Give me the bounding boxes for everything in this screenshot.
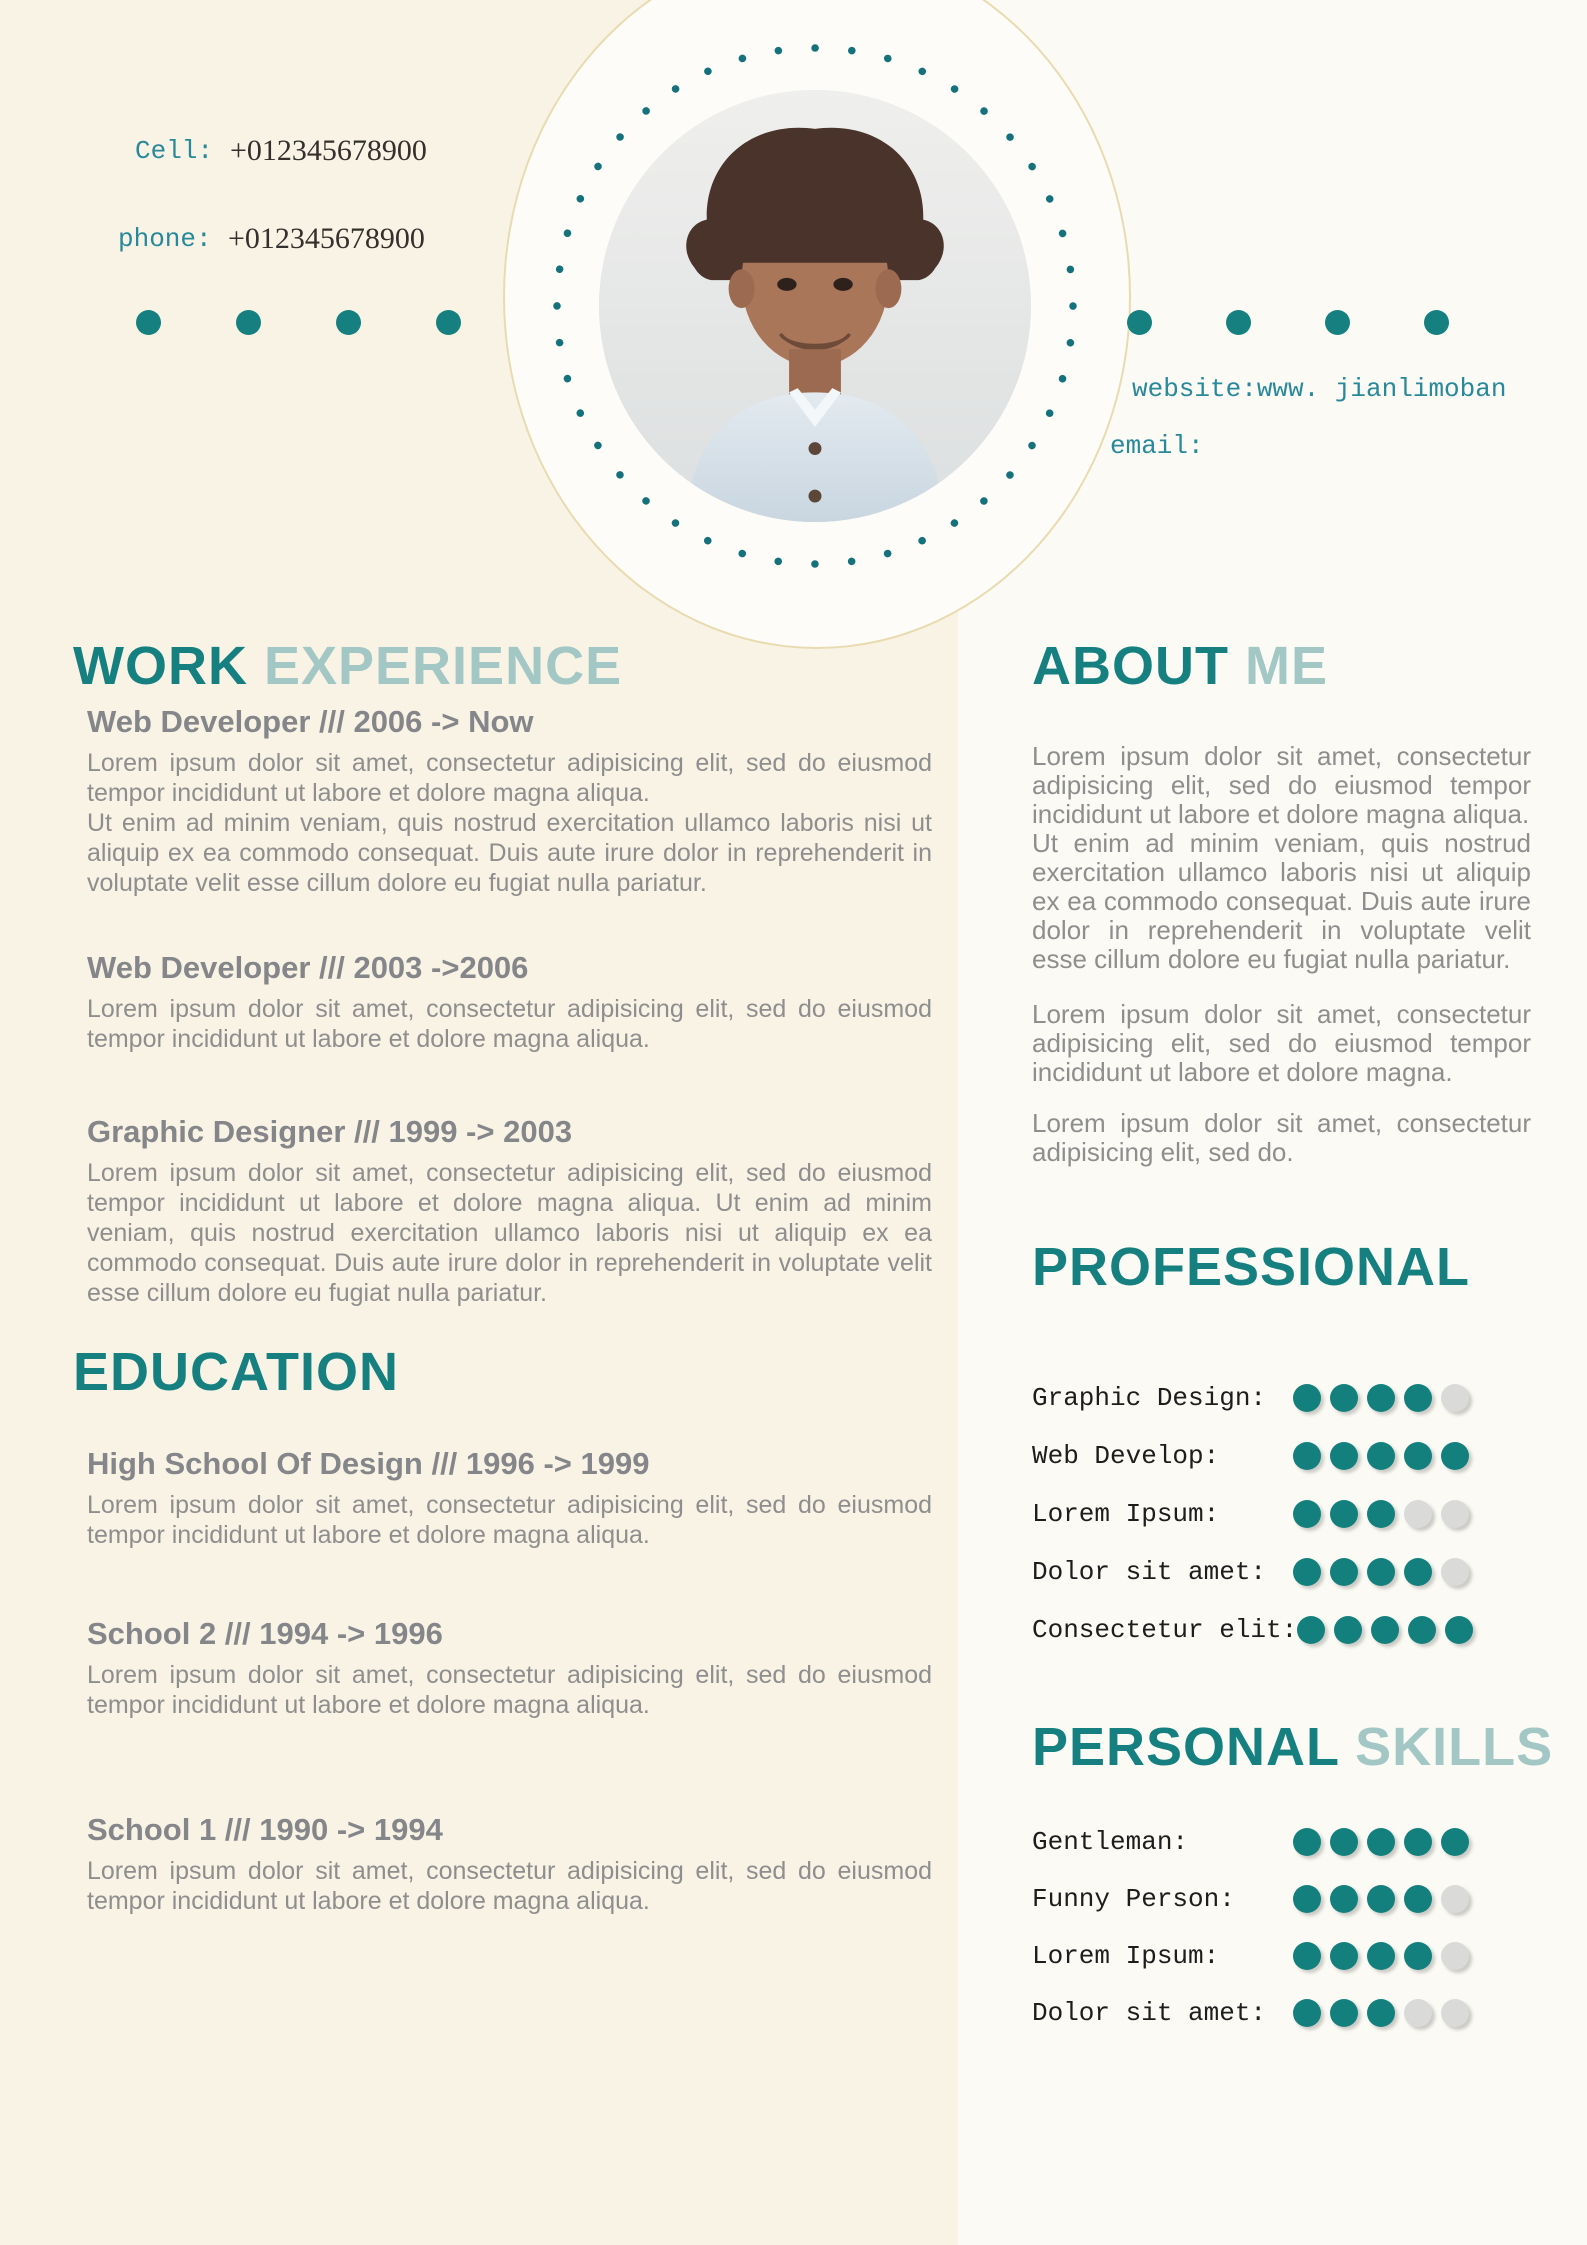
rating-dot-filled <box>1297 1616 1325 1644</box>
skill-rating-dots <box>1293 1942 1469 1970</box>
skill-rating-dots <box>1293 1442 1469 1470</box>
personal-skills-heading: PERSONAL SKILLS <box>1032 1717 1554 1777</box>
right-decor-dots <box>1127 310 1449 335</box>
rating-dot-filled <box>1441 1442 1469 1470</box>
skill-row <box>1032 1427 1469 1485</box>
personal-skill-rows <box>1032 1813 1469 2041</box>
entry-body: Lorem ipsum dolor sit amet, consectetur adipisicing elit, sed do eiusmod tempor incididunt ut labore et dolore magna aliqua. <box>87 1857 932 1915</box>
rating-dot-filled <box>1367 1500 1395 1528</box>
skill-label: Dolor sit amet: <box>1032 1997 1267 2028</box>
decor-dot <box>1424 310 1449 335</box>
skill-rating-dots <box>1293 1384 1469 1412</box>
professional-skill-rows <box>1032 1369 1469 1659</box>
rating-dot-filled <box>1330 1885 1358 1913</box>
rating-dot-filled <box>1330 1942 1358 1970</box>
rating-dot-filled <box>1367 1885 1395 1913</box>
rating-dot-filled <box>1334 1616 1362 1644</box>
rating-dot-filled <box>1445 1616 1473 1644</box>
rating-dot-filled <box>1293 1999 1321 2027</box>
entry-title: High School Of Design /// 1996 -> 1999 <box>87 1446 650 1481</box>
rating-dot-filled <box>1330 1384 1358 1412</box>
about-paragraphs <box>1032 742 1531 1167</box>
skill-row <box>1032 1984 1469 2041</box>
skill-rating-dots <box>1293 1558 1469 1586</box>
rating-dot-filled <box>1404 1828 1432 1856</box>
rating-dot-empty <box>1441 1558 1469 1586</box>
skill-row <box>1032 1813 1469 1870</box>
rating-dot-filled <box>1330 1999 1358 2027</box>
entry-title: Web Developer /// 2006 -> Now <box>87 704 534 739</box>
rating-dot-filled <box>1404 1885 1432 1913</box>
rating-dot-filled <box>1330 1500 1358 1528</box>
decor-dot <box>1127 310 1152 335</box>
rating-dot-filled <box>1404 1558 1432 1586</box>
profile-photo <box>599 90 1031 522</box>
about-paragraph: Lorem ipsum dolor sit amet, consectetur adipisicing elit, sed do. <box>1032 1108 1531 1167</box>
education-items <box>87 1444 932 1916</box>
professional-heading: PROFESSIONAL <box>1032 1237 1471 1297</box>
email-text[interactable]: email: <box>1110 431 1204 461</box>
left-column <box>73 630 932 1916</box>
resume-entry <box>87 1810 932 1916</box>
rating-dot-filled <box>1293 1828 1321 1856</box>
website-text[interactable]: website:www. jianlimoban <box>1132 374 1507 404</box>
about-paragraph: Lorem ipsum dolor sit amet, consectetur adipisicing elit, sed do eiusmod tempor incididunt ut labore et dolore magna aliqua. Ut enim ad minim veniam, quis nostrud exercitation ullamco laboris nisi ut aliquip ex ea commodo consequat. Duis aute irure dolor in reprehenderit in voluptate velit esse cillum dolore eu fugiat nulla pariatur. <box>1032 741 1531 974</box>
rating-dot-empty <box>1441 1942 1469 1970</box>
rating-dot-filled <box>1367 1999 1395 2027</box>
resume-entry <box>87 1444 932 1550</box>
rating-dot-filled <box>1293 1384 1321 1412</box>
skill-row <box>1032 1485 1469 1543</box>
skill-label: Graphic Design: <box>1032 1383 1267 1413</box>
rating-dot-filled <box>1293 1442 1321 1470</box>
skill-rating-dots <box>1293 1999 1469 2027</box>
entry-title: School 1 /// 1990 -> 1994 <box>87 1812 443 1847</box>
profile-photo-illustration <box>599 90 1031 522</box>
skill-rating-dots <box>1293 1885 1469 1913</box>
skill-label: Lorem Ipsum: <box>1032 1940 1220 1971</box>
skill-label: Dolor sit amet: <box>1032 1557 1267 1587</box>
rating-dot-filled <box>1367 1558 1395 1586</box>
rating-dot-filled <box>1404 1384 1432 1412</box>
rating-dot-filled <box>1367 1942 1395 1970</box>
about-paragraph: Lorem ipsum dolor sit amet, consectetur adipisicing elit, sed do eiusmod tempor incididunt ut labore et dolore magna. <box>1032 999 1531 1087</box>
skill-label: Gentleman: <box>1032 1826 1189 1857</box>
rating-dot-filled <box>1293 1558 1321 1586</box>
work-experience-heading: WORK EXPERIENCE <box>73 636 623 696</box>
skill-rating-dots <box>1293 1828 1469 1856</box>
rating-dot-filled <box>1404 1942 1432 1970</box>
skill-row <box>1032 1369 1469 1427</box>
skill-row <box>1032 1927 1469 1984</box>
entry-body: Lorem ipsum dolor sit amet, consectetur adipisicing elit, sed do eiusmod tempor incididunt ut labore et dolore magna aliqua. Ut enim ad minim veniam, quis nostrud exercitation ullamco laboris nisi ut aliquip ex ea commodo consequat. Duis aute irure dolor in reprehenderit in voluptate velit esse cillum dolore eu fugiat nulla pariatur. <box>87 1159 932 1307</box>
entry-body: Lorem ipsum dolor sit amet, consectetur adipisicing elit, sed do eiusmod tempor incididunt ut labore et dolore magna aliqua. Ut enim ad minim veniam, quis nostrud exercitation ullamco laboris nisi ut aliquip ex ea commodo consequat. Duis aute irure dolor in reprehenderit in voluptate velit esse cillum dolore eu fugiat nulla pariatur. <box>87 749 932 897</box>
entry-title: School 2 /// 1994 -> 1996 <box>87 1616 443 1651</box>
rating-dot-filled <box>1371 1616 1399 1644</box>
skill-row <box>1032 1543 1469 1601</box>
rating-dot-empty <box>1404 1500 1432 1528</box>
rating-dot-empty <box>1441 1500 1469 1528</box>
resume-entry <box>87 702 932 898</box>
rating-dot-filled <box>1293 1942 1321 1970</box>
rating-dot-filled <box>1330 1558 1358 1586</box>
entry-body: Lorem ipsum dolor sit amet, consectetur adipisicing elit, sed do eiusmod tempor incididunt ut labore et dolore magna aliqua. <box>87 1661 932 1719</box>
cell-value: +012345678900 <box>230 134 427 167</box>
entry-body: Lorem ipsum dolor sit amet, consectetur adipisicing elit, sed do eiusmod tempor incididunt ut labore et dolore magna aliqua. <box>87 995 932 1053</box>
rating-dot-filled <box>1367 1828 1395 1856</box>
skill-rating-dots <box>1293 1500 1469 1528</box>
phone-value: +012345678900 <box>228 222 425 255</box>
entry-body: Lorem ipsum dolor sit amet, consectetur adipisicing elit, sed do eiusmod tempor incididunt ut labore et dolore magna aliqua. <box>87 1491 932 1549</box>
decor-dot <box>436 310 461 335</box>
rating-dot-filled <box>1293 1885 1321 1913</box>
skill-label: Funny Person: <box>1032 1883 1235 1914</box>
resume-entry <box>87 1614 932 1720</box>
skill-row <box>1032 1601 1469 1659</box>
decor-dot <box>336 310 361 335</box>
phone-label: phone: <box>118 224 212 254</box>
decor-dot <box>1325 310 1350 335</box>
skill-label: Lorem Ipsum: <box>1032 1499 1220 1529</box>
resume-entry <box>87 948 932 1054</box>
rating-dot-filled <box>1330 1828 1358 1856</box>
decor-dot <box>1226 310 1251 335</box>
cell-label: Cell: <box>135 136 214 166</box>
skill-label: Web Develop: <box>1032 1441 1220 1471</box>
resume-entry <box>87 1112 932 1308</box>
rating-dot-empty <box>1441 1384 1469 1412</box>
decor-dot <box>236 310 261 335</box>
entry-title: Graphic Designer /// 1999 -> 2003 <box>87 1114 573 1149</box>
skill-label: Consectetur elit: <box>1032 1615 1298 1645</box>
rating-dot-filled <box>1293 1500 1321 1528</box>
rating-dot-filled <box>1367 1442 1395 1470</box>
rating-dot-empty <box>1441 1885 1469 1913</box>
entry-title: Web Developer /// 2003 ->2006 <box>87 950 529 985</box>
skill-rating-dots <box>1297 1616 1473 1644</box>
work-items <box>87 702 932 1308</box>
rating-dot-empty <box>1441 1999 1469 2027</box>
about-me-heading: ABOUT ME <box>1032 636 1328 696</box>
rating-dot-filled <box>1330 1442 1358 1470</box>
decor-dot <box>136 310 161 335</box>
left-decor-dots <box>136 310 461 335</box>
rating-dot-filled <box>1408 1616 1436 1644</box>
education-heading: EDUCATION <box>73 1342 399 1402</box>
skill-row <box>1032 1870 1469 1927</box>
rating-dot-empty <box>1404 1999 1432 2027</box>
rating-dot-filled <box>1404 1442 1432 1470</box>
rating-dot-filled <box>1441 1828 1469 1856</box>
rating-dot-filled <box>1367 1384 1395 1412</box>
right-column <box>1032 630 1554 2041</box>
